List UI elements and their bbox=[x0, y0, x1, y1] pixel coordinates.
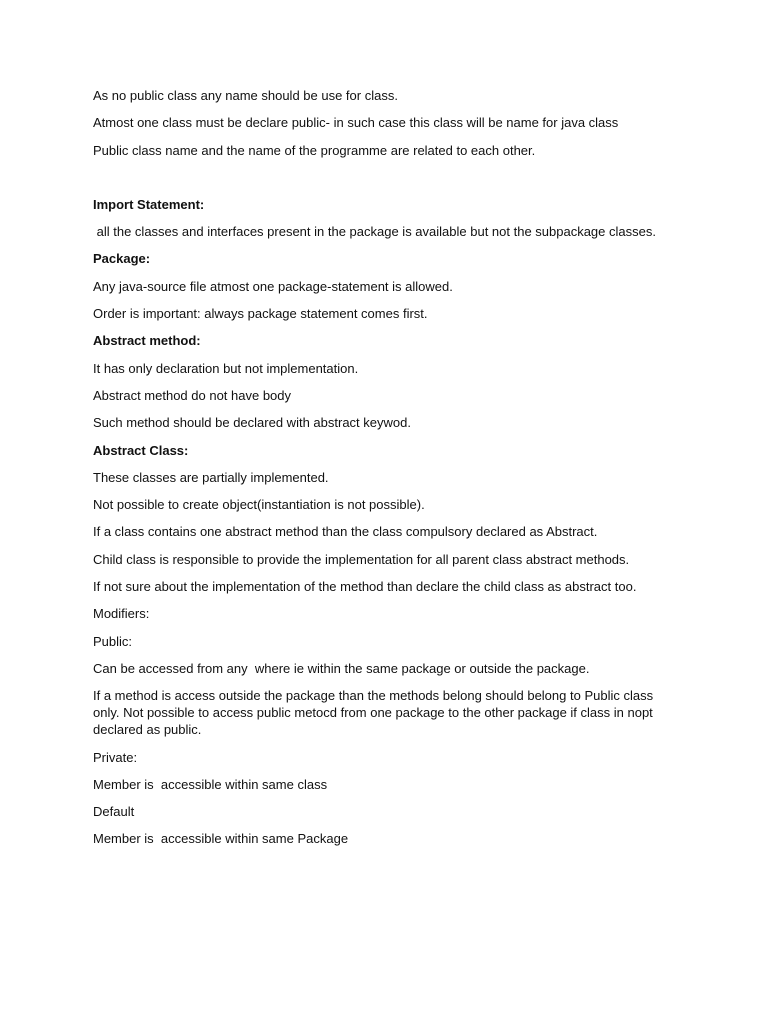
private-line: Member is accessible within same class bbox=[93, 776, 328, 792]
abstract-class-line: Child class is responsible to provide the implementation for all parent class abstract methods. bbox=[93, 551, 630, 567]
abstract-class-line: If not sure about the implementation of the method than declare the child class as abstract too. bbox=[93, 579, 637, 595]
abstract-class-line: If a class contains one abstract method than the class compulsory declared as Abstract. bbox=[93, 524, 598, 540]
modifiers-heading: Modifiers: bbox=[93, 606, 150, 622]
public-heading: Public: bbox=[93, 633, 133, 649]
import-heading: Import Statement: bbox=[93, 196, 205, 212]
abstract-method-line: Abstract method do not have body bbox=[93, 387, 292, 403]
package-heading: Package: bbox=[93, 251, 151, 267]
intro-line: Atmost one class must be declare public- in such case this class will be name for java class bbox=[93, 115, 619, 131]
abstract-class-heading: Abstract Class: bbox=[93, 442, 189, 458]
import-line: all the classes and interfaces present in the package is available but not the subpackage classes. bbox=[93, 224, 656, 240]
intro-line: As no public class any name should be use for class. bbox=[93, 88, 398, 103]
public-line: If a method is access outside the package than the methods belong should belong to Public class only. Not possible to access public metocd from one package to the other package if class in nopt declared as public. bbox=[93, 688, 657, 738]
default-line: Member is accessible within same Package bbox=[93, 831, 349, 847]
public-line: Can be accessed from any where ie within the same package or outside the package. bbox=[93, 660, 590, 676]
intro-line: Public class name and the name of the programme are related to each other. bbox=[93, 142, 536, 158]
abstract-method-line: Such method should be declared with abstract keywod. bbox=[93, 415, 411, 431]
default-heading: Default bbox=[93, 804, 135, 820]
abstract-method-heading: Abstract method: bbox=[93, 333, 201, 349]
package-line: Any java-source file atmost one package-statement is allowed. bbox=[93, 278, 453, 294]
private-heading: Private: bbox=[93, 749, 138, 765]
abstract-class-line: These classes are partially implemented. bbox=[93, 469, 329, 485]
package-line: Order is important: always package statement comes first. bbox=[93, 306, 428, 322]
abstract-method-line: It has only declaration but not implementation. bbox=[93, 360, 359, 376]
abstract-class-line: Not possible to create object(instantiation is not possible). bbox=[93, 497, 425, 513]
document-page bbox=[93, 87, 668, 858]
blank-line bbox=[93, 169, 668, 196]
